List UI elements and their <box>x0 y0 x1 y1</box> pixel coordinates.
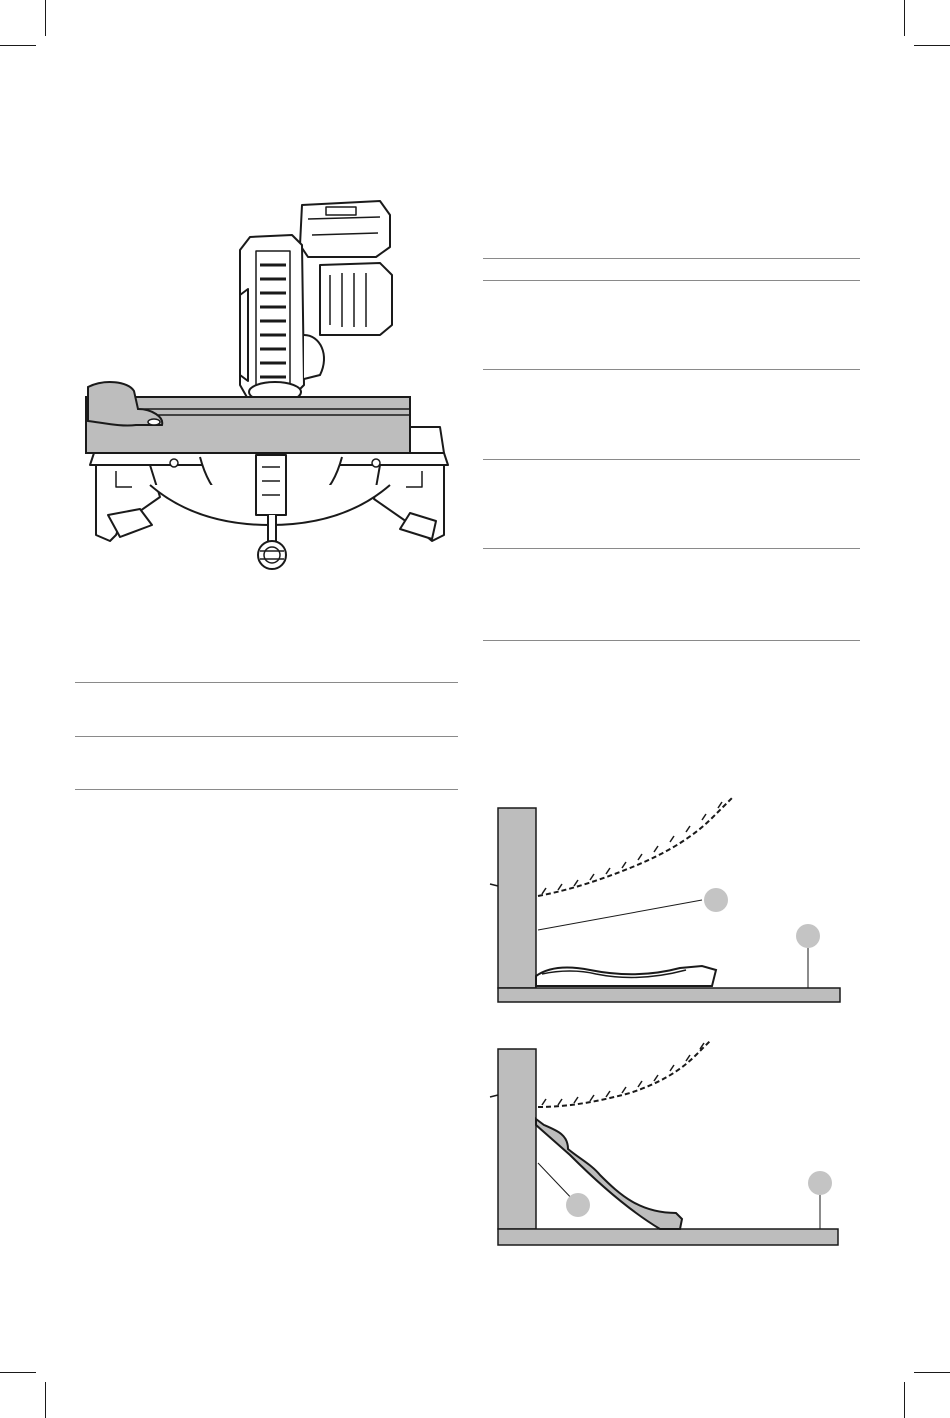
table-rule <box>75 682 458 683</box>
crown-molding-flat-diagram <box>480 790 850 1010</box>
table-rule <box>483 369 860 370</box>
crop-mark-top-left-horizontal <box>0 45 36 46</box>
table-rule <box>483 258 860 259</box>
table-rule <box>483 459 860 460</box>
miter-saw-illustration <box>80 195 460 580</box>
table-rule <box>75 736 458 737</box>
crop-mark-bottom-right-vertical <box>904 1382 905 1418</box>
callout-circle <box>808 1171 832 1195</box>
crop-mark-bottom-left-horizontal <box>0 1372 36 1373</box>
crop-mark-top-right-vertical <box>904 0 905 36</box>
callout-circle <box>796 924 820 948</box>
table-rule <box>483 280 860 281</box>
crop-mark-top-right-horizontal <box>914 45 950 46</box>
table-rule <box>483 548 860 549</box>
crop-mark-bottom-right-horizontal <box>914 1372 950 1373</box>
crop-mark-bottom-left-vertical <box>45 1382 46 1418</box>
table-rule <box>75 789 458 790</box>
crop-mark-top-left-vertical <box>45 0 46 36</box>
table-rule <box>483 640 860 641</box>
crown-molding-angled-diagram <box>480 1035 850 1255</box>
callout-circle <box>704 888 728 912</box>
callout-circle <box>566 1193 590 1217</box>
